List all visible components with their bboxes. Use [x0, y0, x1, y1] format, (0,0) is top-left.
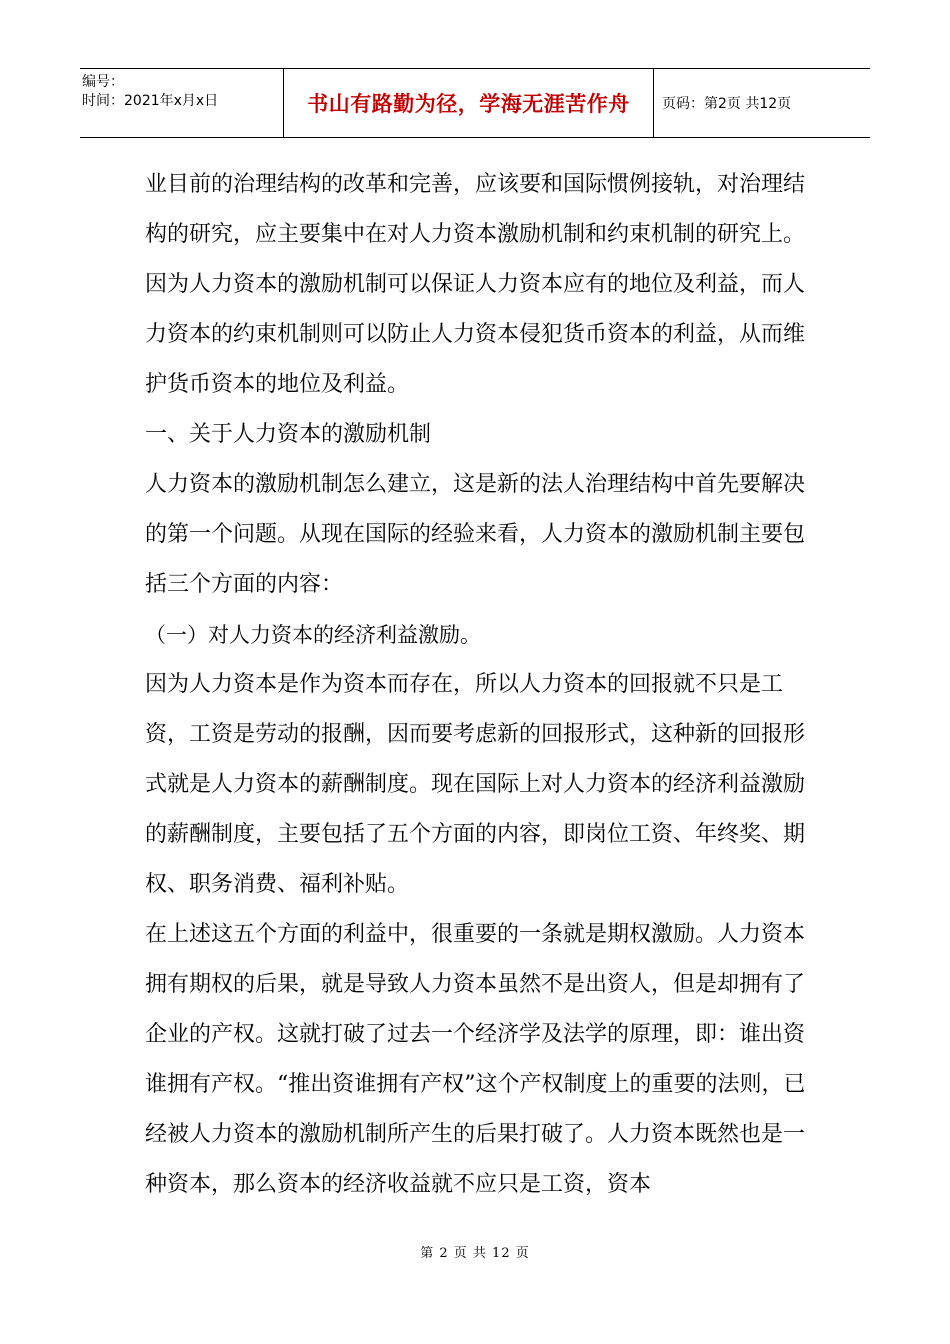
- header-page-info-cell: [654, 69, 870, 137]
- paragraph: 业目前的治理结构的改革和完善，应该要和国际惯例接轨，对治理结构的研究，应主要集中在对人力资本激励机制和约束机制的研究上。因为人力资本的激励机制可以保证人力资本应有的地位及利益，而人力资本的约束机制则可以防止人力资本侵犯货币资本的利益，从而维护货币资本的地位及利益。: [145, 172, 806, 397]
- section-heading: 一、关于人力资本的激励机制: [145, 422, 432, 447]
- motto-text: 书山有路勤为径，学海无涯苦作舟: [307, 92, 630, 116]
- paragraph: 人力资本的激励机制怎么建立，这是新的法人治理结构中首先要解决的第一个问题。从现在国际的经验来看，人力资本的激励机制主要包括三个方面的内容：: [145, 472, 806, 597]
- paragraph: 在上述这五个方面的利益中，很重要的一条就是期权激励。人力资本拥有期权的后果，就是导致人力资本虽然不是出资人，但是却拥有了企业的产权。这就打破了过去一个经济学及法学的原理，即：谁出资谁拥有产权。“推出资谁拥有产权”这个产权制度上的重要的法则，已经被人力资本的激励机制所产生的后果打破了。人力资本既然也是一种资本，那么资本的经济收益就不应只是工资，资本: [145, 922, 806, 1197]
- subsection-heading: （一）对人力资本的经济利益激励。: [145, 623, 481, 647]
- paragraph: 因为人力资本是作为资本而存在，所以人力资本的回报就不只是工资，工资是劳动的报酬，因而要考虑新的回报形式，这种新的回报形式就是人力资本的薪酬制度。现在国际上对人力资本的经济利益激励的薪酬制度，主要包括了五个方面的内容，即岗位工资、年终奖、期权、职务消费、福利补贴。: [145, 672, 806, 897]
- page-info: 页码：第2页 共12页: [662, 96, 792, 112]
- document-body: [145, 160, 815, 1210]
- page-footer: 第 2 页 共 12 页: [420, 1246, 530, 1261]
- document-header: [80, 68, 870, 138]
- date-label: 时间：2021年x月x日: [82, 93, 219, 109]
- header-meta: [80, 69, 283, 137]
- number-label: 编号：: [82, 74, 124, 90]
- header-motto-cell: [283, 69, 654, 137]
